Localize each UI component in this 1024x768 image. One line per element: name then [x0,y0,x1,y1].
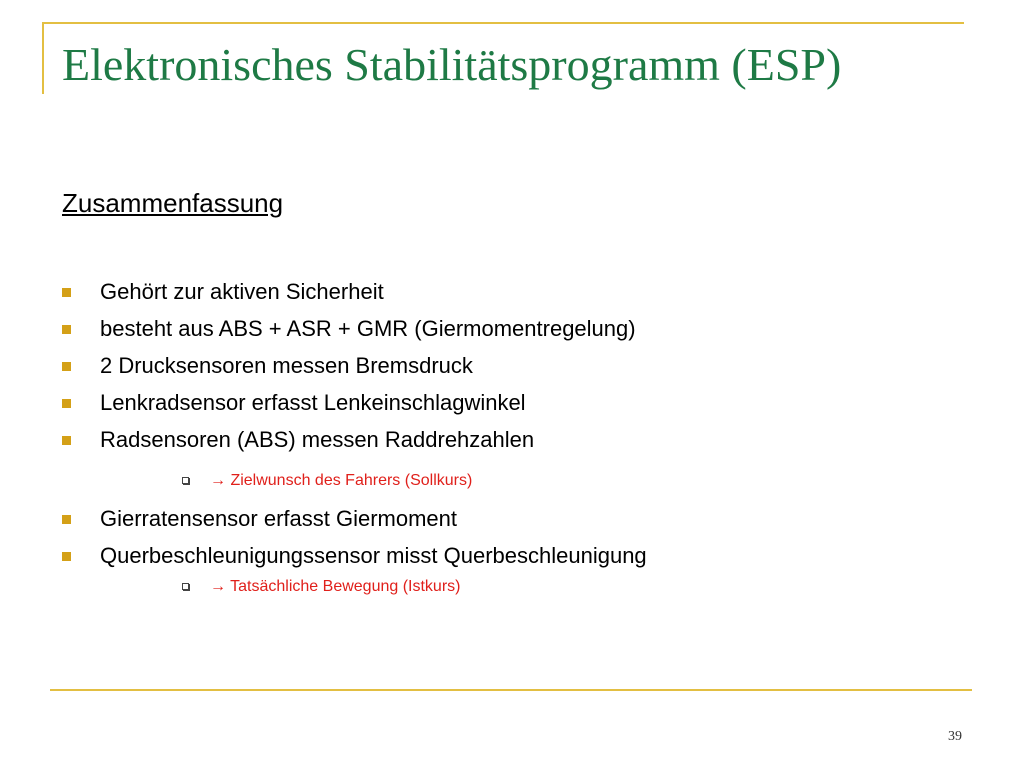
title-frame-top-line [42,22,964,24]
sub-list-item-text: → Tatsächliche Bewegung (Istkurs) [210,578,461,595]
hollow-square-bullet-icon [182,477,189,484]
slide-title: Elektronisches Stabilitätsprogramm (ESP) [62,39,842,90]
square-bullet-icon [62,436,71,445]
section-heading: Zusammenfassung [62,188,284,218]
list-item-text: Lenkradsensor erfasst Lenkeinschlagwinkel [100,390,526,415]
list-item-text: Querbeschleunigungssensor misst Querbeschleunigung [100,543,647,568]
list-item-text: Radsensoren (ABS) messen Raddrehzahlen [100,427,535,452]
list-item-text: Gehört zur aktiven Sicherheit [100,279,384,304]
sub-list-item-text: → Zielwunsch des Fahrers (Sollkurs) [210,472,473,489]
list-item-text: besteht aus ABS + ASR + GMR (Giermomentregelung) [100,316,636,341]
square-bullet-icon [62,515,71,524]
square-bullet-icon [62,288,71,297]
square-bullet-icon [62,362,71,371]
hollow-square-bullet-icon [182,583,189,590]
square-bullet-icon [62,325,71,334]
page-number: 39 [948,729,962,744]
footer-divider [50,689,972,691]
square-bullet-icon [62,399,71,408]
list-item-text: 2 Drucksensoren messen Bremsdruck [100,353,473,378]
list-item-text: Gierratensensor erfasst Giermoment [100,506,458,531]
square-bullet-icon [62,552,71,561]
title-frame-left-line [42,22,44,94]
